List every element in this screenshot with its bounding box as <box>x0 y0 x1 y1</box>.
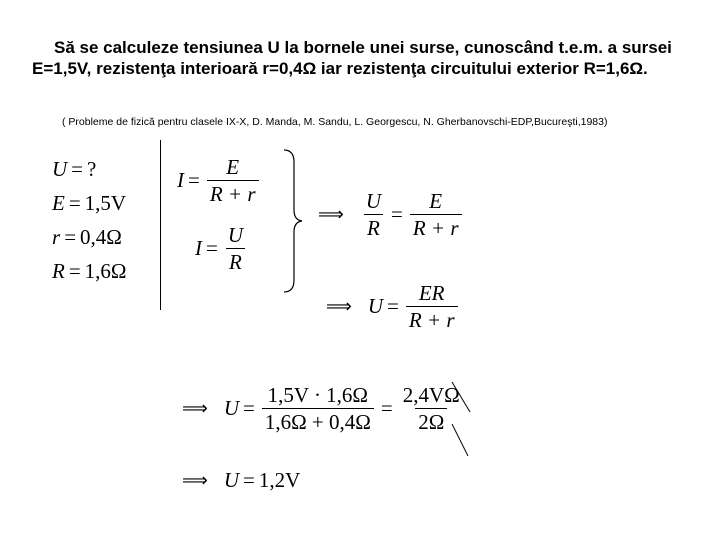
step-1: ⟹ $\frac{U}{R}$ = $\frac{E}{R + r}$ <box>318 188 465 241</box>
problem-statement <box>32 37 708 79</box>
cancel-strokes-icon <box>436 378 486 462</box>
fraction-simplified: $\frac{2,4V\Omega}{2\Omega}$ <box>402 383 460 434</box>
fraction: $\frac{U}{R}$ <box>365 189 381 240</box>
given-row-1: E = 1,5V <box>52 191 127 215</box>
given-row-3: R = 1,6Ω <box>52 259 127 283</box>
result: ⟹ U = 1,2V <box>182 468 301 492</box>
separator-line <box>160 140 161 310</box>
fraction: $\frac{E}{R + r}$ <box>207 154 259 207</box>
given-data <box>52 152 127 288</box>
fraction: $\frac{ER}{R + r}$ <box>406 280 458 333</box>
given-row-0: U = ? <box>52 157 97 181</box>
step-2: ⟹ U = $\frac{ER}{R + r}$ <box>326 280 461 333</box>
fraction: $\frac{E}{R + r}$ <box>410 188 462 241</box>
implies-arrow-icon: ⟹ <box>182 470 206 491</box>
fraction: $\frac{1,5V \cdot 1,6\Omega}{1,6\Omega + 0,4\Omega}$ <box>262 382 374 435</box>
curly-brace-icon <box>280 148 304 294</box>
step-3: ⟹ U = $\frac{1,5V \cdot 1,6\Omega}{1,6\Omega + 0,4\Omega}$ = $\frac{2,4V\Omega}{2\Omega}$ <box>182 382 466 435</box>
given-row-2: r = 0,4Ω <box>52 225 122 249</box>
fraction: $\frac{U}{R}$ <box>227 223 244 274</box>
implies-arrow-icon: ⟹ <box>326 296 350 317</box>
problem-text: Să se calculeze tensiunea U la bornele unei surse, cunoscând t.e.m. a sursei E=1,5V, rezistenţa interioară r=0,4Ω iar rezistenţa circuitului exterior R=1,6Ω. <box>32 38 672 78</box>
implies-arrow-icon: ⟹ <box>318 204 342 225</box>
formula-ohm-circuit: I = $\frac{E}{R + r}$ <box>177 154 262 207</box>
source-citation: ( Probleme de fizică pentru clasele IX-X, D. Manda, M. Sandu, L. Georgescu, N. Gherbanovschi-EDP,Bucureşti,1983) <box>62 116 608 128</box>
implies-arrow-icon: ⟹ <box>182 398 206 419</box>
formula-ohm-segment: I = $\frac{U}{R}$ <box>195 222 249 275</box>
